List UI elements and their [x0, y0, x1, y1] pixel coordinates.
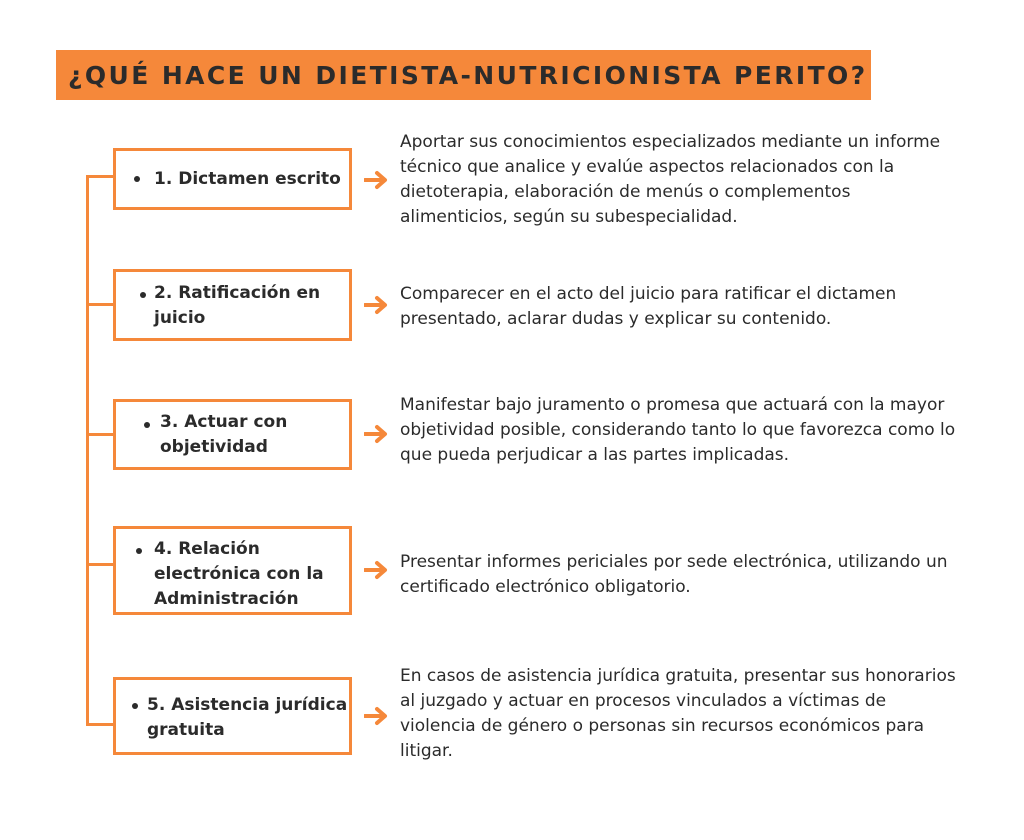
step-box-3 [113, 399, 352, 470]
step-box-4 [113, 526, 352, 615]
bullet-icon [136, 548, 142, 554]
step-label-line: 2. Ratificación en [154, 283, 321, 303]
arrow-right-icon [364, 424, 390, 444]
step-label-line: 3. Actuar con [160, 412, 288, 432]
step-description [400, 393, 1000, 468]
step-label-line: 5. Asistencia jurídica [147, 695, 348, 715]
step-description [400, 130, 1000, 230]
description-line: Manifestar bajo juramento o promesa que actuará con la mayor [400, 395, 945, 415]
description-line: objetividad posible, considerando tanto lo que favorezca como lo [400, 420, 956, 440]
step-label-line: 4. Relación [154, 539, 260, 559]
bullet-icon [134, 176, 140, 182]
branch-connector [86, 563, 115, 566]
step-label [147, 693, 347, 743]
step-label [154, 281, 320, 331]
arrow-right-icon [364, 560, 390, 580]
description-line: dietoterapia, elaboración de menús o complementos [400, 182, 851, 202]
step-description [400, 282, 1000, 332]
branch-connector [86, 303, 115, 306]
description-line: violencia de género o personas sin recursos económicos para [400, 716, 925, 736]
description-line: presentado, aclarar dudas y explicar su contenido. [400, 309, 832, 329]
arrow-right-icon [364, 706, 390, 726]
branch-connector [86, 175, 115, 178]
description-line: certificado electrónico obligatorio. [400, 577, 691, 597]
arrow-right-icon [364, 170, 390, 190]
description-line: Presentar informes periciales por sede electrónica, utilizando un [400, 552, 948, 572]
step-label-line: Administración [154, 589, 299, 609]
step-label-line: juicio [154, 308, 206, 328]
description-line: litigar. [400, 741, 453, 761]
bullet-icon [140, 292, 146, 298]
page-title: ¿QUÉ HACE UN DIETISTA-NUTRICIONISTA PERITO? [68, 60, 868, 90]
step-label [154, 537, 324, 612]
description-line: Aportar sus conocimientos especializados mediante un informe [400, 132, 941, 152]
description-line: técnico que analice y evalúe aspectos relacionados con la [400, 157, 895, 177]
bullet-icon [144, 422, 150, 428]
branch-connector [86, 433, 115, 436]
step-box-2 [113, 269, 352, 341]
step-box-5 [113, 677, 352, 755]
title-banner [56, 50, 871, 100]
step-description [400, 664, 1000, 764]
description-line: al juzgado y actuar en procesos vinculados a víctimas de [400, 691, 887, 711]
step-label-line: electrónica con la [154, 564, 324, 584]
arrow-right-icon [364, 295, 390, 315]
step-description [400, 550, 1000, 600]
step-label-line: gratuita [147, 720, 225, 740]
branch-connector [86, 723, 115, 726]
description-line: En casos de asistencia jurídica gratuita, presentar sus honorarios [400, 666, 956, 686]
description-line: que pueda perjudicar a las partes implicadas. [400, 445, 790, 465]
bullet-icon [132, 703, 138, 709]
step-label-line: 1. Dictamen escrito [154, 169, 341, 189]
step-label [160, 410, 287, 460]
description-line: Comparecer en el acto del juicio para ratificar el dictamen [400, 284, 897, 304]
tree-spine [86, 176, 89, 725]
step-label-line: objetividad [160, 437, 268, 457]
step-label [154, 167, 341, 192]
step-box-1 [113, 148, 352, 210]
description-line: alimenticios, según su subespecialidad. [400, 207, 738, 227]
